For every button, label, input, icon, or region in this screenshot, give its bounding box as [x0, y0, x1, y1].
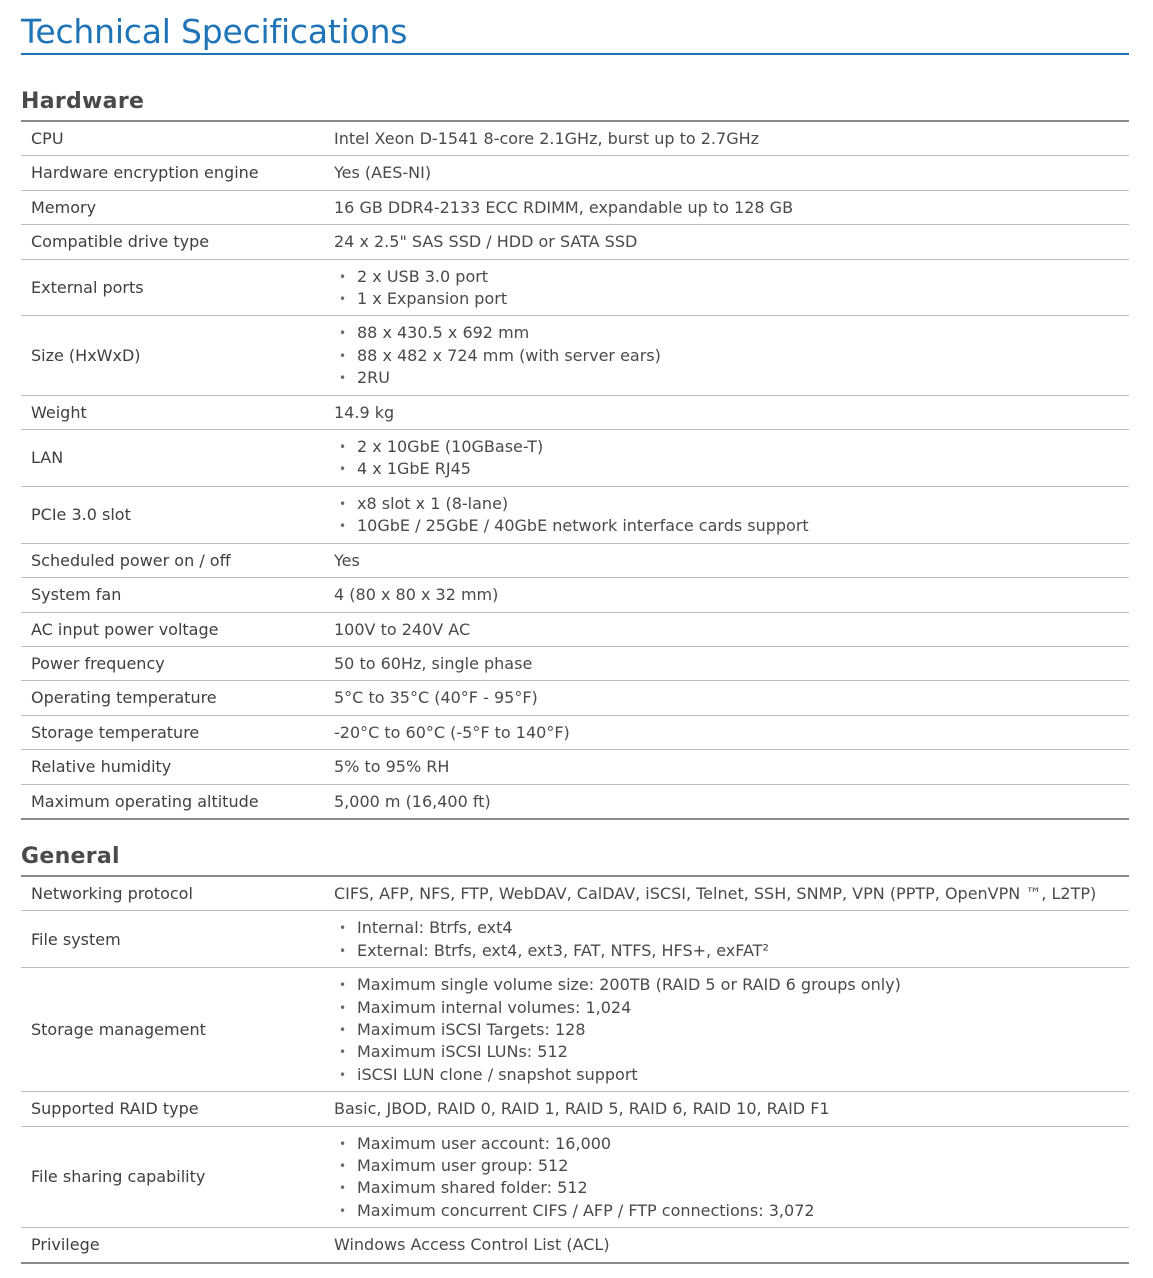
spec-row — [21, 646, 1129, 680]
spec-value-list — [334, 436, 1129, 481]
spec-row — [21, 543, 1129, 577]
page-title: Technical Specifications — [21, 12, 408, 51]
spec-value: 24 x 2.5" SAS SSD / HDD or SATA SSD — [333, 225, 1129, 259]
spec-label: Relative humidity — [21, 750, 333, 784]
spec-value-item: • Maximum single volume size: 200TB (RAID 5 or RAID 6 groups only) — [334, 974, 1129, 996]
spec-value-list — [334, 917, 1129, 962]
spec-value-item: • 2 x 10GbE (10GBase-T) — [334, 436, 1129, 458]
spec-label: CPU — [21, 122, 333, 156]
spec-row — [21, 578, 1129, 612]
spec-row — [21, 190, 1129, 224]
spec-value-list — [334, 322, 1129, 389]
spec-row — [21, 1228, 1129, 1263]
spec-value-list — [334, 266, 1129, 311]
spec-label: Scheduled power on / off — [21, 543, 333, 577]
spec-value: 100V to 240V AC — [333, 612, 1129, 646]
spec-row — [21, 612, 1129, 646]
spec-table-hardware — [21, 122, 1129, 820]
spec-row — [21, 156, 1129, 190]
spec-label: LAN — [21, 430, 333, 487]
spec-value: 5,000 m (16,400 ft) — [333, 784, 1129, 819]
spec-label: Privilege — [21, 1228, 333, 1263]
spec-value: Windows Access Control List (ACL) — [333, 1228, 1129, 1263]
spec-label: System fan — [21, 578, 333, 612]
spec-value-item: • 88 x 482 x 724 mm (with server ears) — [334, 345, 1129, 367]
spec-label: Storage temperature — [21, 715, 333, 749]
spec-label: Maximum operating altitude — [21, 784, 333, 819]
spec-value-item: • 88 x 430.5 x 692 mm — [334, 322, 1129, 344]
spec-value — [333, 430, 1129, 487]
spec-row — [21, 1092, 1129, 1126]
spec-row — [21, 259, 1129, 316]
spec-label: External ports — [21, 259, 333, 316]
spec-table-general — [21, 877, 1129, 1264]
spec-row — [21, 122, 1129, 156]
spec-row — [21, 784, 1129, 819]
spec-value-item: • x8 slot x 1 (8-lane) — [334, 493, 1129, 515]
spec-value-item: • Maximum concurrent CIFS / AFP / FTP connections: 3,072 — [334, 1200, 1129, 1222]
spec-value-item: • iSCSI LUN clone / snapshot support — [334, 1064, 1129, 1086]
spec-label: Weight — [21, 395, 333, 429]
spec-label: PCIe 3.0 slot — [21, 486, 333, 543]
title-divider — [21, 53, 1129, 55]
spec-value-list — [334, 1133, 1129, 1223]
spec-row — [21, 1126, 1129, 1228]
spec-value: 16 GB DDR4-2133 ECC RDIMM, expandable up to 128 GB — [333, 190, 1129, 224]
spec-value — [333, 486, 1129, 543]
spec-value-list — [334, 493, 1129, 538]
spec-value — [333, 911, 1129, 968]
spec-row — [21, 911, 1129, 968]
spec-row — [21, 968, 1129, 1092]
spec-value-item: • Maximum user account: 16,000 — [334, 1133, 1129, 1155]
spec-value — [333, 1126, 1129, 1228]
spec-label: Size (HxWxD) — [21, 316, 333, 395]
spec-value-item: • Maximum iSCSI LUNs: 512 — [334, 1041, 1129, 1063]
spec-label: Supported RAID type — [21, 1092, 333, 1126]
spec-label: File system — [21, 911, 333, 968]
spec-label: Memory — [21, 190, 333, 224]
spec-value-item: • Maximum iSCSI Targets: 128 — [334, 1019, 1129, 1041]
spec-label: Storage management — [21, 968, 333, 1092]
spec-row — [21, 225, 1129, 259]
spec-value: Yes (AES-NI) — [333, 156, 1129, 190]
spec-row — [21, 486, 1129, 543]
spec-value-item: • Maximum shared folder: 512 — [334, 1177, 1129, 1199]
spec-value — [333, 316, 1129, 395]
spec-label: Networking protocol — [21, 877, 333, 911]
spec-row — [21, 715, 1129, 749]
spec-value — [333, 259, 1129, 316]
spec-row — [21, 750, 1129, 784]
spec-value-item: • Maximum internal volumes: 1,024 — [334, 997, 1129, 1019]
spec-value: 50 to 60Hz, single phase — [333, 646, 1129, 680]
spec-label: Compatible drive type — [21, 225, 333, 259]
spec-value: -20°C to 60°C (-5°F to 140°F) — [333, 715, 1129, 749]
spec-row — [21, 395, 1129, 429]
spec-label: Power frequency — [21, 646, 333, 680]
spec-value-item: • 10GbE / 25GbE / 40GbE network interface cards support — [334, 515, 1129, 537]
spec-value — [333, 968, 1129, 1092]
spec-value: Intel Xeon D-1541 8-core 2.1GHz, burst up to 2.7GHz — [333, 122, 1129, 156]
spec-value: 14.9 kg — [333, 395, 1129, 429]
spec-row — [21, 316, 1129, 395]
section-heading-general: General — [21, 843, 120, 869]
spec-value: 5% to 95% RH — [333, 750, 1129, 784]
spec-value-item: • 2RU — [334, 367, 1129, 389]
spec-value-item: • 4 x 1GbE RJ45 — [334, 458, 1129, 480]
spec-label: Operating temperature — [21, 681, 333, 715]
spec-value: 4 (80 x 80 x 32 mm) — [333, 578, 1129, 612]
spec-value: CIFS, AFP, NFS, FTP, WebDAV, CalDAV, iSCSI, Telnet, SSH, SNMP, VPN (PPTP, OpenVPN ™, L2TP) — [333, 877, 1129, 911]
spec-value-list — [334, 974, 1129, 1086]
spec-value: Basic, JBOD, RAID 0, RAID 1, RAID 5, RAID 6, RAID 10, RAID F1 — [333, 1092, 1129, 1126]
spec-label: Hardware encryption engine — [21, 156, 333, 190]
spec-sections — [21, 88, 1129, 1264]
spec-value-item: • External: Btrfs, ext4, ext3, FAT, NTFS, HFS+, exFAT² — [334, 940, 1129, 962]
spec-row — [21, 681, 1129, 715]
spec-value-item: • Maximum user group: 512 — [334, 1155, 1129, 1177]
spec-label: AC input power voltage — [21, 612, 333, 646]
spec-value-item: • Internal: Btrfs, ext4 — [334, 917, 1129, 939]
spec-value: 5°C to 35°C (40°F - 95°F) — [333, 681, 1129, 715]
spec-value-item: • 2 x USB 3.0 port — [334, 266, 1129, 288]
spec-label: File sharing capability — [21, 1126, 333, 1228]
spec-row — [21, 877, 1129, 911]
spec-value: Yes — [333, 543, 1129, 577]
spec-row — [21, 430, 1129, 487]
spec-value-item: • 1 x Expansion port — [334, 288, 1129, 310]
section-heading-hardware: Hardware — [21, 89, 145, 114]
